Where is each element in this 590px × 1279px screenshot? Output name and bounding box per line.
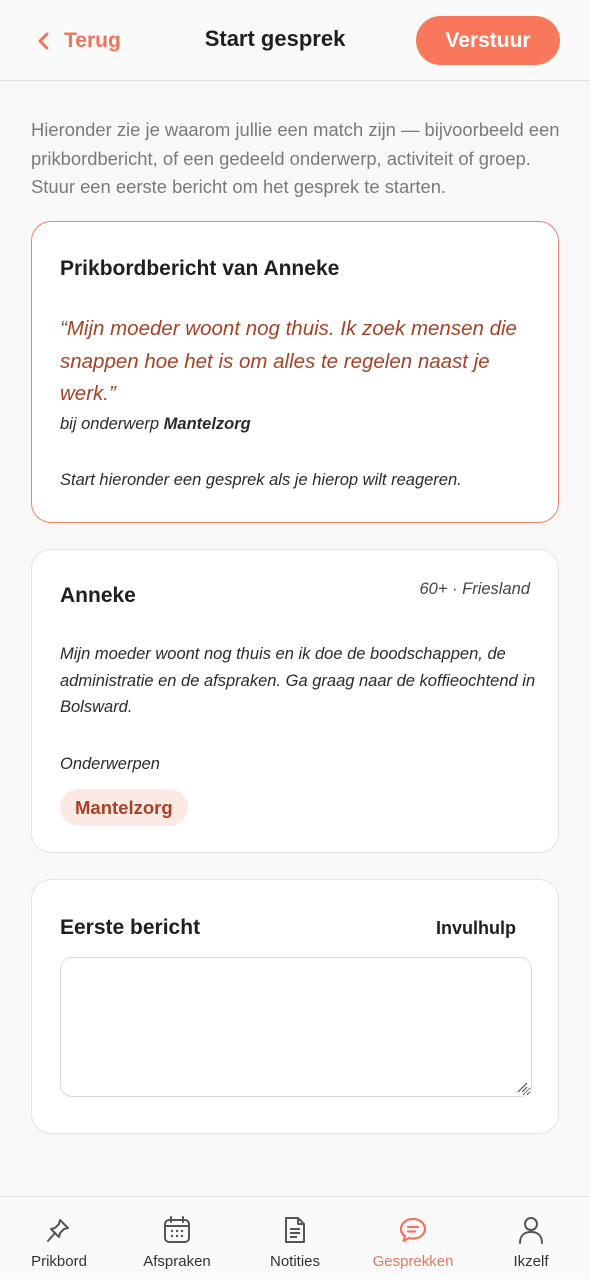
profile-bio: Mijn moeder woont nog thuis en ik doe de boodschappen, de administratie en de afspraken. Ga graag naar de koffieochtend in Bolsward.	[60, 645, 536, 716]
writing-helper-button[interactable]: Invulhulp	[436, 918, 516, 938]
bulletin-post-card	[31, 221, 559, 523]
topic-name: Mantelzorg	[163, 415, 251, 433]
top-bar	[0, 0, 590, 81]
tab-gesprekken[interactable]	[354, 1197, 472, 1279]
send-button[interactable]: Verstuur	[416, 16, 560, 65]
tab-prikbord[interactable]	[0, 1197, 118, 1279]
post-topic-line	[60, 415, 251, 434]
tab-notities[interactable]	[236, 1197, 354, 1279]
calendar-icon	[163, 1215, 191, 1245]
topic-chip: Mantelzorg	[60, 789, 188, 826]
profile-meta: 60+ · Friesland	[419, 580, 530, 598]
tab-label: Afspraken	[143, 1253, 211, 1270]
tab-ikzelf[interactable]	[472, 1197, 590, 1279]
pin-icon	[45, 1215, 73, 1245]
chat-bubble-icon	[399, 1215, 427, 1245]
post-hint: Start hieronder een gesprek als je hierop wilt reageren.	[60, 471, 462, 489]
back-label: Terug	[64, 29, 121, 52]
first-message-card	[31, 879, 559, 1134]
tab-label: Gesprekken	[372, 1253, 454, 1270]
topic-prefix: bij onderwerp	[60, 415, 160, 433]
first-message-input[interactable]	[60, 957, 532, 1097]
tab-label: Notities	[269, 1253, 321, 1270]
tab-label: Ikzelf	[513, 1253, 549, 1270]
person-icon	[517, 1215, 545, 1245]
tab-label: Prikbord	[31, 1253, 87, 1270]
post-card-title: Prikbordbericht van Anneke	[60, 257, 340, 280]
document-icon	[281, 1215, 309, 1245]
post-quote: “Mijn moeder woont nog thuis. Ik zoek mensen die snappen hoe het is om alles te regelen naast je werk.”	[60, 317, 517, 405]
tab-afspraken[interactable]	[118, 1197, 236, 1279]
intro-text: Hieronder zie je waarom jullie een match zijn — bijvoorbeeld een prikbordbericht, of een gedeeld onderwerp, activiteit of groep. Stuur een eerste bericht om het gesprek te starten.	[31, 119, 560, 197]
bottom-tab-bar	[0, 1196, 590, 1279]
message-card-title: Eerste bericht	[60, 916, 201, 939]
topics-label: Onderwerpen	[60, 755, 160, 773]
page-title: Start gesprek	[204, 26, 346, 51]
profile-card	[31, 549, 559, 853]
profile-name: Anneke	[60, 584, 136, 607]
